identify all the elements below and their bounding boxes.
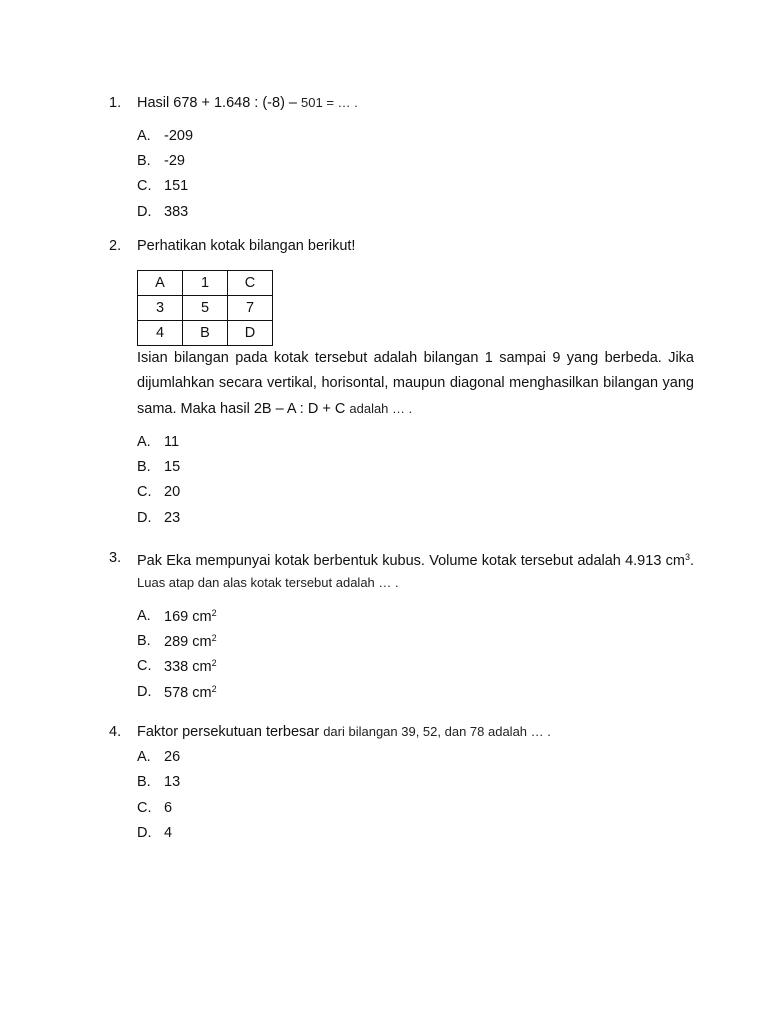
option-value bbox=[164, 684, 217, 701]
superscript: 2 bbox=[211, 684, 217, 694]
option-value: 23 bbox=[164, 510, 181, 526]
question-text bbox=[137, 724, 551, 740]
option-letter: D. bbox=[137, 510, 152, 526]
option-value: 4 bbox=[164, 825, 173, 841]
grid-cell: C bbox=[228, 271, 273, 296]
option-value: 11 bbox=[164, 434, 180, 450]
superscript: 2 bbox=[211, 608, 217, 618]
option-letter: D. bbox=[137, 684, 152, 700]
option-value: 20 bbox=[164, 484, 181, 500]
option-value-text: 169 cm bbox=[164, 609, 212, 625]
grid-cell: 5 bbox=[183, 296, 228, 321]
question-paragraph bbox=[137, 346, 694, 421]
superscript: 2 bbox=[211, 658, 217, 668]
paragraph-line bbox=[137, 396, 694, 421]
question-number: 2. bbox=[109, 238, 122, 254]
superscript: 2 bbox=[211, 633, 217, 643]
question-paragraph bbox=[137, 545, 694, 595]
grid-cell: B bbox=[183, 321, 228, 346]
grid-cell: 3 bbox=[138, 296, 183, 321]
option-value: -29 bbox=[164, 153, 185, 169]
paragraph-line-tail: adalah … . bbox=[349, 401, 413, 416]
question-number: 3. bbox=[109, 550, 122, 566]
option-letter: C. bbox=[137, 658, 152, 674]
option-letter: B. bbox=[137, 633, 151, 649]
grid-cell: A bbox=[138, 271, 183, 296]
question-number: 1. bbox=[109, 95, 122, 111]
option-letter: B. bbox=[137, 459, 151, 475]
option-value: 13 bbox=[164, 774, 181, 790]
question-text-tail: 501 = … . bbox=[301, 95, 358, 110]
grid-cell: D bbox=[228, 321, 273, 346]
grid-cell: 4 bbox=[138, 321, 183, 346]
option-value bbox=[164, 658, 217, 675]
grid-cell: 1 bbox=[183, 271, 228, 296]
option-letter: D. bbox=[137, 204, 152, 220]
option-letter: C. bbox=[137, 484, 152, 500]
option-letter: A. bbox=[137, 608, 151, 624]
option-value: -209 bbox=[164, 128, 194, 144]
option-letter: C. bbox=[137, 800, 152, 816]
paragraph-line: Luas atap dan alas kotak tersebut adalah … . bbox=[137, 575, 399, 590]
paragraph-line-end: . bbox=[689, 553, 694, 569]
option-value-text: 578 cm bbox=[164, 685, 212, 701]
option-letter: D. bbox=[137, 825, 152, 841]
option-value bbox=[164, 608, 217, 625]
paragraph-line: dijumlahkan secara vertikal, horisontal, maupun diagonal menghasilkan bilangan yang bbox=[137, 375, 694, 391]
question-text-main: Faktor persekutuan terbesar bbox=[137, 724, 324, 740]
paragraph-line-main: Pak Eka mempunyai kotak berbentuk kubus. Volume kotak tersebut adalah 4.913 cm bbox=[137, 553, 685, 569]
paragraph-line bbox=[137, 545, 694, 570]
superscript: 3 bbox=[684, 552, 690, 562]
grid-row bbox=[138, 271, 273, 296]
number-grid bbox=[137, 270, 273, 346]
grid-row bbox=[138, 296, 273, 321]
question-text-tail: dari bilangan 39, 52, dan 78 adalah … . bbox=[323, 724, 551, 739]
option-value: 26 bbox=[164, 749, 181, 765]
option-value: 383 bbox=[164, 204, 189, 220]
option-value-text: 289 cm bbox=[164, 634, 212, 650]
option-letter: B. bbox=[137, 774, 151, 790]
option-letter: A. bbox=[137, 434, 151, 450]
option-value: 151 bbox=[164, 178, 189, 194]
grid-cell: 7 bbox=[228, 296, 273, 321]
option-value bbox=[164, 633, 217, 650]
option-letter: A. bbox=[137, 128, 151, 144]
question-text-main: Hasil 678 + 1.648 : (-8) – bbox=[137, 95, 302, 111]
paragraph-line-main: sama. Maka hasil 2B – A : D + C bbox=[137, 401, 350, 417]
paragraph-line: Isian bilangan pada kotak tersebut adalah bilangan 1 sampai 9 yang berbeda. Jika bbox=[137, 350, 694, 366]
question-text bbox=[137, 95, 358, 111]
option-letter: B. bbox=[137, 153, 151, 169]
question-number: 4. bbox=[109, 724, 122, 740]
option-value: 15 bbox=[164, 459, 181, 475]
question-text: Perhatikan kotak bilangan berikut! bbox=[137, 238, 356, 254]
option-value-text: 338 cm bbox=[164, 659, 212, 675]
option-letter: C. bbox=[137, 178, 152, 194]
option-value: 6 bbox=[164, 800, 173, 816]
option-letter: A. bbox=[137, 749, 151, 765]
grid-row bbox=[138, 321, 273, 346]
